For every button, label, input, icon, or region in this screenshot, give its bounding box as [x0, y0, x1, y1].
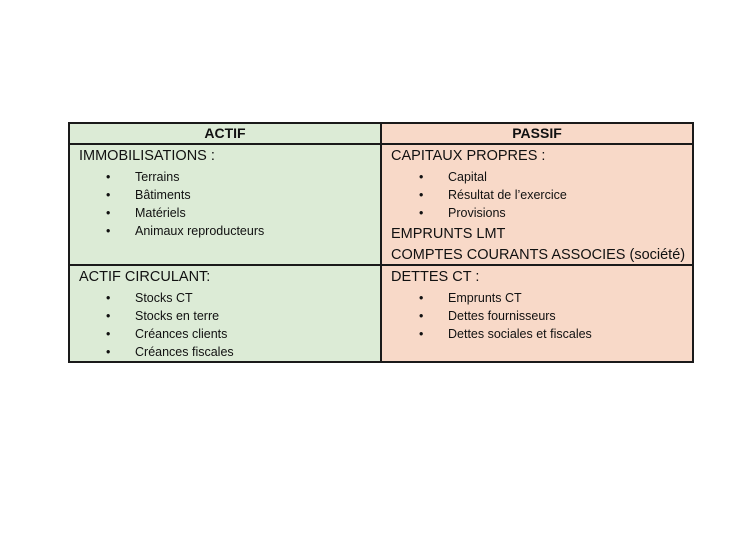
bullet-icon: • [106, 170, 111, 184]
dettes-list [382, 289, 692, 343]
capitaux-list [382, 168, 692, 222]
item-label: Résultat de l’exercice [448, 188, 567, 202]
actif-header: ACTIF [69, 123, 381, 144]
item-label: Créances clients [135, 327, 228, 341]
list-item [70, 325, 380, 343]
capitaux-title: CAPITAUX PROPRES : [391, 148, 546, 164]
bullet-icon: • [106, 206, 111, 220]
item-label: Stocks CT [135, 291, 193, 305]
item-label: Provisions [448, 206, 506, 220]
bullet-icon: • [419, 309, 424, 323]
item-label: Stocks en terre [135, 309, 220, 323]
list-item [70, 168, 380, 186]
item-label: Emprunts CT [448, 291, 522, 305]
list-item [70, 289, 380, 307]
immobilisations-list [70, 168, 380, 240]
item-label: Dettes fournisseurs [448, 309, 556, 323]
list-item [70, 343, 380, 361]
immobilisations-title: IMMOBILISATIONS : [79, 148, 215, 164]
list-item [382, 325, 692, 343]
list-item [382, 204, 692, 222]
bullet-icon: • [106, 188, 111, 202]
list-item [70, 222, 380, 240]
bullet-icon: • [419, 206, 424, 220]
list-item [382, 289, 692, 307]
top-row [69, 144, 693, 265]
list-item [70, 307, 380, 325]
bullet-icon: • [419, 188, 424, 202]
list-item [382, 168, 692, 186]
header-row [69, 123, 693, 144]
actif-circulant-title: ACTIF CIRCULANT: [79, 269, 211, 285]
actif-circulant-list [70, 289, 380, 361]
bullet-icon: • [106, 224, 111, 238]
item-label: Capital [448, 170, 487, 184]
comptes-courants-title: COMPTES COURANTS ASSOCIES (société) [391, 247, 686, 263]
item-label: Bâtiments [135, 188, 191, 202]
actif-circulant-cell [69, 265, 381, 362]
bullet-icon: • [419, 327, 424, 341]
bullet-icon: • [419, 170, 424, 184]
list-item [382, 307, 692, 325]
item-label: Terrains [135, 170, 180, 184]
dettes-cell [381, 265, 693, 362]
list-item [70, 204, 380, 222]
dettes-title: DETTES CT : [391, 269, 480, 285]
bullet-icon: • [106, 291, 111, 305]
bullet-icon: • [106, 327, 111, 341]
passif-header: PASSIF [381, 123, 693, 144]
immobilisations-cell [69, 144, 381, 265]
bullet-icon: • [106, 345, 111, 359]
item-label: Créances fiscales [135, 345, 234, 359]
balance-sheet-table [68, 122, 694, 363]
item-label: Dettes sociales et fiscales [448, 327, 592, 341]
emprunts-title: EMPRUNTS LMT [391, 226, 506, 242]
item-label: Animaux reproducteurs [135, 224, 265, 238]
capitaux-cell [381, 144, 693, 265]
bullet-icon: • [419, 291, 424, 305]
list-item [70, 186, 380, 204]
bullet-icon: • [106, 309, 111, 323]
list-item [382, 186, 692, 204]
item-label: Matériels [135, 206, 186, 220]
bottom-row [69, 265, 693, 362]
